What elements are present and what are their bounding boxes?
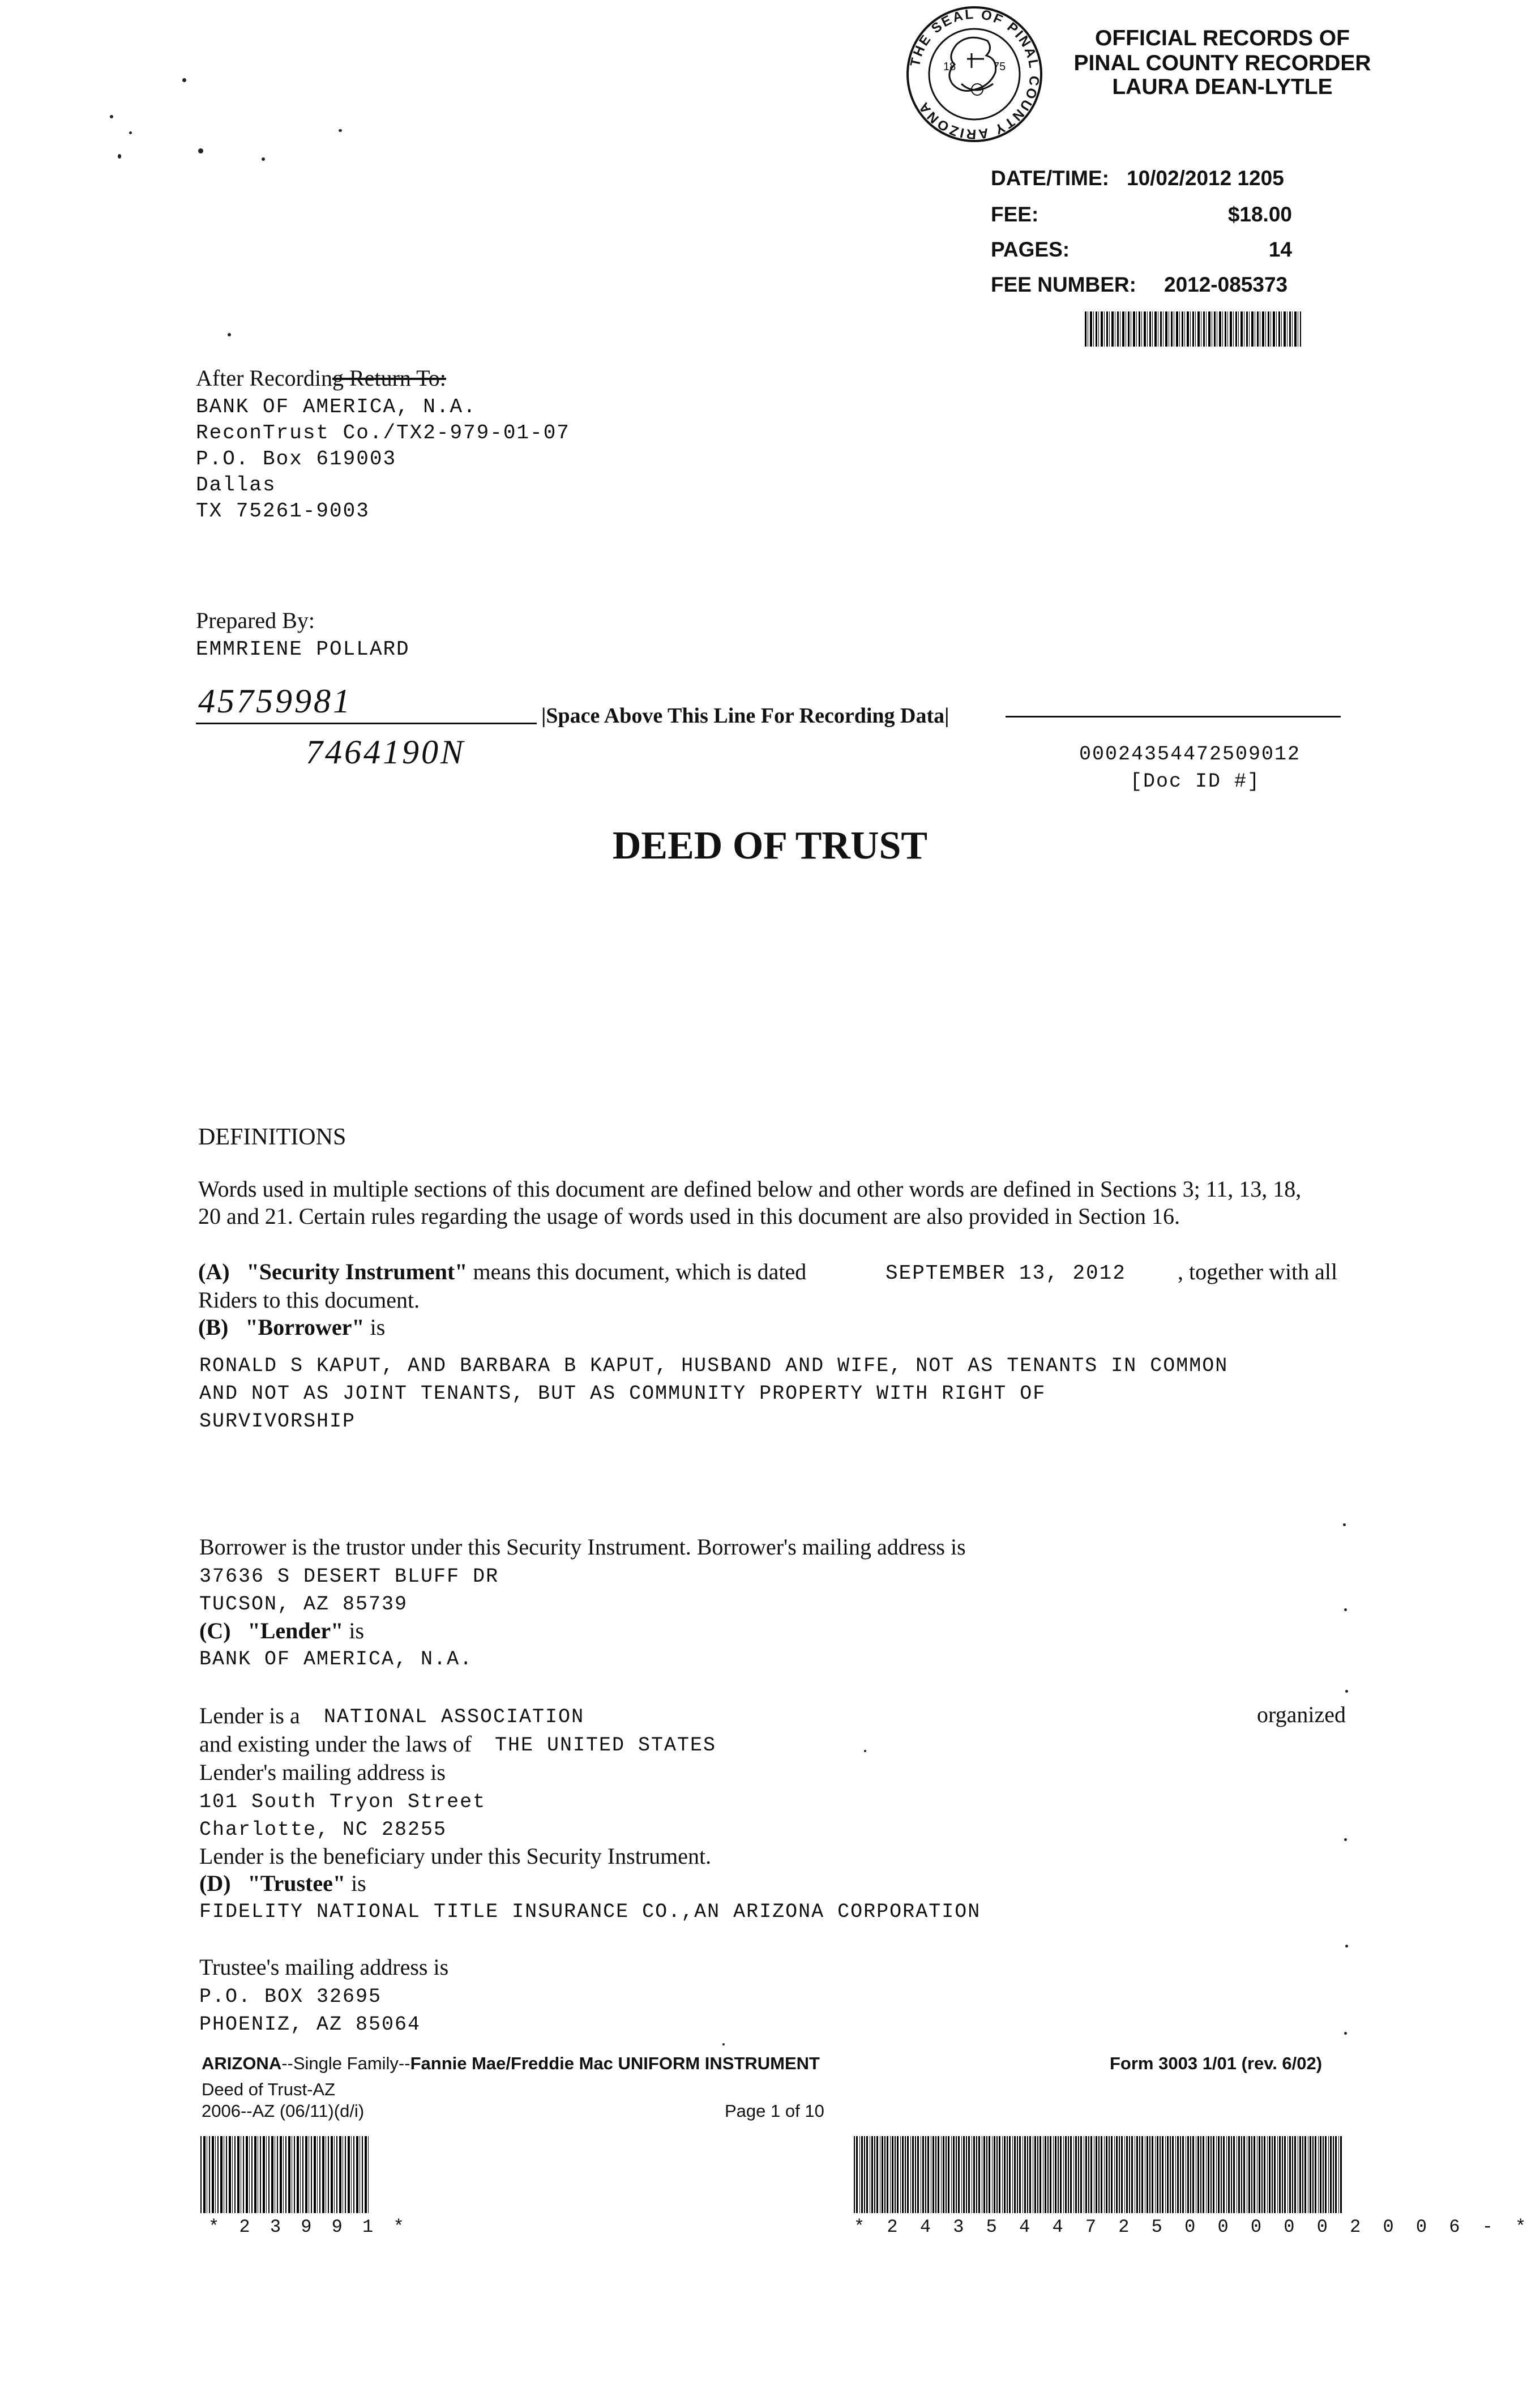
document-barcode-text: * 2 4 3 5 4 4 7 2 5 0 0 0 0 0 2 0 0 6 - * [854, 2217, 1532, 2237]
form-barcode-text: * 2 3 9 9 1 * [208, 2217, 409, 2237]
scan-speck [1345, 1690, 1348, 1693]
definition-a: (A) "Security Instrument" means this document, which is dated [198, 1259, 807, 1284]
page-number: Page 1 of 10 [725, 2101, 824, 2121]
handwritten-loan-number: 45759981 [198, 682, 352, 720]
security-instrument-date: SEPTEMBER 13, 2012 [886, 1262, 1126, 1285]
fee-number-value: 2012-085373 [1164, 273, 1288, 296]
definitions-intro: 20 and 21. Certain rules regarding the usage of words used in this document are also provided in Section 16. [198, 1203, 1180, 1229]
return-address-line: P.O. Box 619003 [196, 447, 397, 471]
recording-line-right [1006, 716, 1341, 718]
scan-speck [118, 154, 121, 159]
borrower-name-line: SURVIVORSHIP [199, 1410, 356, 1433]
organized-label: organized [1257, 1702, 1346, 1727]
definition-a-line2: Riders to this document. [198, 1287, 420, 1313]
recorder-office-line1: OFFICIAL RECORDS OF [1095, 26, 1350, 50]
scan-speck [1343, 1523, 1346, 1526]
definition-b: (B) "Borrower" is [198, 1314, 386, 1340]
doc-code: 2006--AZ (06/11)(d/i) [202, 2101, 365, 2121]
return-address-line: ReconTrust Co./TX2-979-01-07 [196, 421, 570, 445]
pinal-county-seal [905, 5, 1044, 144]
scan-speck [228, 333, 231, 336]
doc-type: Deed of Trust-AZ [202, 2079, 336, 2099]
borrower-name-line: RONALD S KAPUT, AND BARBARA B KAPUT, HUSBAND AND WIFE, NOT AS TENANTS IN COMMON [199, 1355, 1229, 1377]
return-address-line: Dallas [196, 473, 276, 497]
definitions-intro: Words used in multiple sections of this document are defined below and other words are defined in Sections 3; 11, 13, 18, [198, 1176, 1302, 1202]
handwritten-reference-number: 7464190N [306, 733, 466, 771]
datetime-label: DATE/TIME: [991, 166, 1109, 190]
fee-number-label: FEE NUMBER: [991, 273, 1136, 296]
definitions-heading: DEFINITIONS [198, 1124, 346, 1150]
borrower-address-line: TUCSON, AZ 85739 [199, 1593, 408, 1616]
scan-speck [129, 131, 132, 134]
recording-barcode [1085, 311, 1301, 347]
form-description: ARIZONA--Single Family--Fannie Mae/Freddie Mac UNIFORM INSTRUMENT [202, 2053, 820, 2073]
recording-line-left [196, 723, 537, 724]
scan-speck [110, 115, 113, 118]
datetime-value: 10/02/2012 1205 [1127, 166, 1284, 190]
scan-speck [182, 78, 186, 82]
lender-mailing-label: Lender's mailing address is [199, 1760, 446, 1785]
borrower-address-line: 37636 S DESERT BLUFF DR [199, 1565, 499, 1588]
pages-value: 14 [1268, 238, 1292, 261]
return-address-line: TX 75261-9003 [196, 499, 370, 523]
recorder-name: LAURA DEAN-LYTLE [1112, 75, 1333, 99]
borrower-trustor-statement: Borrower is the trustor under this Security Instrument. Borrower's mailing address is [199, 1534, 966, 1560]
definition-d: (D) "Trustee" is [199, 1870, 366, 1896]
scan-speck [1344, 1608, 1347, 1611]
prepared-by-name: EMMRIENE POLLARD [196, 638, 410, 661]
scan-speck [1344, 1838, 1347, 1841]
lender-jurisdiction: THE UNITED STATES [495, 1734, 717, 1757]
scan-speck [339, 129, 342, 132]
definition-a-tail: , together with all [1178, 1259, 1338, 1284]
scan-speck [262, 157, 265, 161]
prepared-by-label: Prepared By: [196, 608, 315, 633]
scan-speck [722, 2043, 725, 2045]
form-number: Form 3003 1/01 (rev. 6/02) [1110, 2053, 1323, 2073]
fee-label: FEE: [991, 203, 1039, 226]
borrower-name-line: AND NOT AS JOINT TENANTS, BUT AS COMMUNITY PROPERTY WITH RIGHT OF [199, 1382, 1046, 1405]
scan-speck [1344, 2032, 1347, 2035]
fee-value: $18.00 [1227, 203, 1292, 226]
return-address-line: BANK OF AMERICA, N.A. [196, 395, 477, 418]
trustee-address-line: PHOENIZ, AZ 85064 [199, 2013, 421, 2036]
doc-id-number: 00024354472509012 [1079, 743, 1301, 766]
trustee-address-line: P.O. BOX 32695 [199, 1985, 382, 2008]
existing-under-label: and existing under the laws of [199, 1731, 472, 1757]
trustee-mailing-label: Trustee's mailing address is [199, 1954, 449, 1980]
svg-text:18: 18 [943, 61, 956, 73]
scan-speck [198, 148, 203, 153]
document-barcode [854, 2136, 1342, 2213]
form-barcode [200, 2136, 370, 2213]
svg-text:75: 75 [993, 61, 1006, 73]
lender-name: BANK OF AMERICA, N.A. [199, 1648, 473, 1671]
scan-speck [1345, 1945, 1348, 1948]
svg-text:THE SEAL OF PINAL COUNTY ARIZO: THE SEAL OF PINAL COUNTY ARIZONA [907, 6, 1042, 142]
lender-beneficiary-statement: Lender is the beneficiary under this Security Instrument. [199, 1843, 712, 1869]
pages-label: PAGES: [991, 238, 1070, 261]
lender-address-line: Charlotte, NC 28255 [199, 1818, 447, 1841]
lender-address-line: 101 South Tryon Street [199, 1791, 486, 1813]
space-above-line-label: |Space Above This Line For Recording Data| [541, 704, 949, 728]
trustee-name: FIDELITY NATIONAL TITLE INSURANCE CO.,AN ARIZONA CORPORATION [199, 1901, 981, 1923]
after-recording-label: After Recording Return To: [196, 365, 446, 391]
document-title: DEED OF TRUST [612, 824, 928, 868]
lender-entity-type: NATIONAL ASSOCIATION [324, 1706, 585, 1728]
lender-is-a-label: Lender is a [199, 1703, 300, 1728]
doc-id-label: [Doc ID #] [1130, 770, 1261, 793]
definition-c: (C) "Lender" is [199, 1618, 365, 1643]
scan-speck [864, 1750, 866, 1752]
recorder-office-line2: PINAL COUNTY RECORDER [1073, 51, 1371, 75]
